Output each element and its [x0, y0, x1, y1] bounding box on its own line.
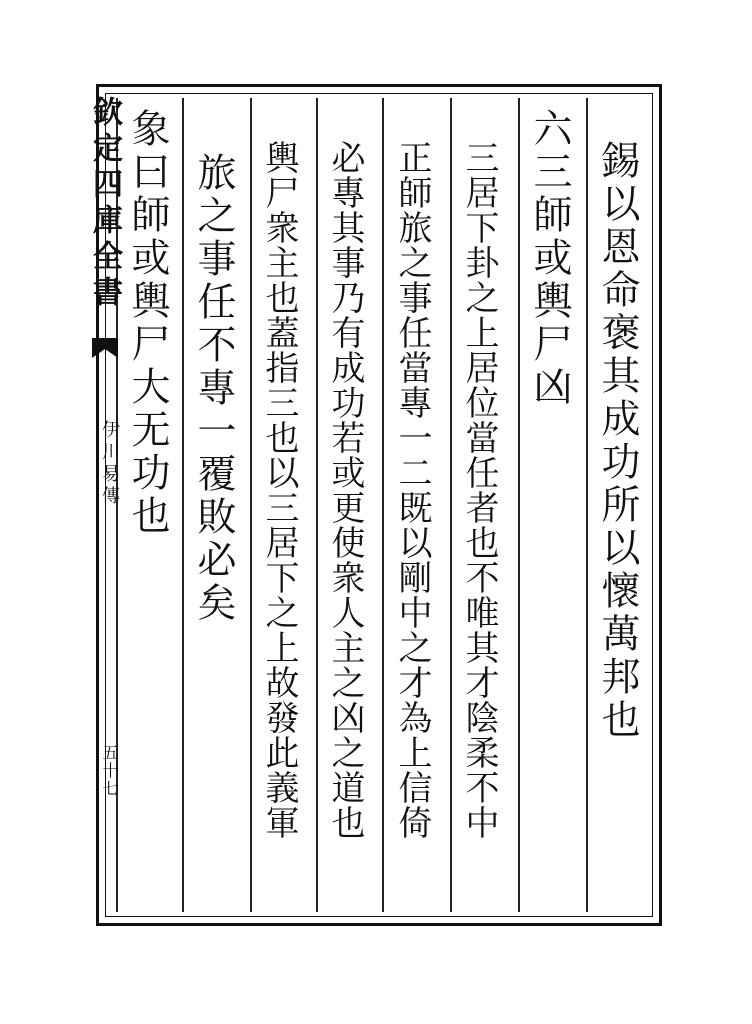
- book-title: 欽定四庫全書: [87, 96, 122, 312]
- column-rule: [182, 98, 184, 912]
- text-column-8: 象曰師或輿尸大无功也: [125, 108, 170, 538]
- page-frame: [96, 84, 662, 926]
- text-column-2: 六三師或輿尸凶: [527, 108, 572, 409]
- text-column-4: 正師旅之事任當專一二既以剛中之才為上信倚: [392, 140, 432, 840]
- column-rule: [450, 98, 452, 912]
- text-column-7: 旅之事任不專一覆敗必矣: [191, 152, 236, 625]
- book-subtitle: 伊川易傳: [99, 420, 120, 508]
- column-rule: [250, 98, 252, 912]
- text-column-1: 錫以恩命褒其成功所以懷萬邦也: [595, 140, 640, 742]
- text-column-3: 三居下卦之上居位當任者也不唯其才陰柔不中: [459, 140, 499, 840]
- column-rule: [518, 98, 520, 912]
- text-column-6: 輿尸衆主也蓋指三也以三居下之上故發此義軍: [259, 140, 299, 840]
- column-rule: [382, 98, 384, 912]
- page-number: 五十七: [100, 744, 119, 798]
- column-rule: [586, 98, 588, 912]
- text-column-5: 必專其事乃有成功若或更使衆人主之凶之道也: [325, 140, 365, 840]
- column-rule: [316, 98, 318, 912]
